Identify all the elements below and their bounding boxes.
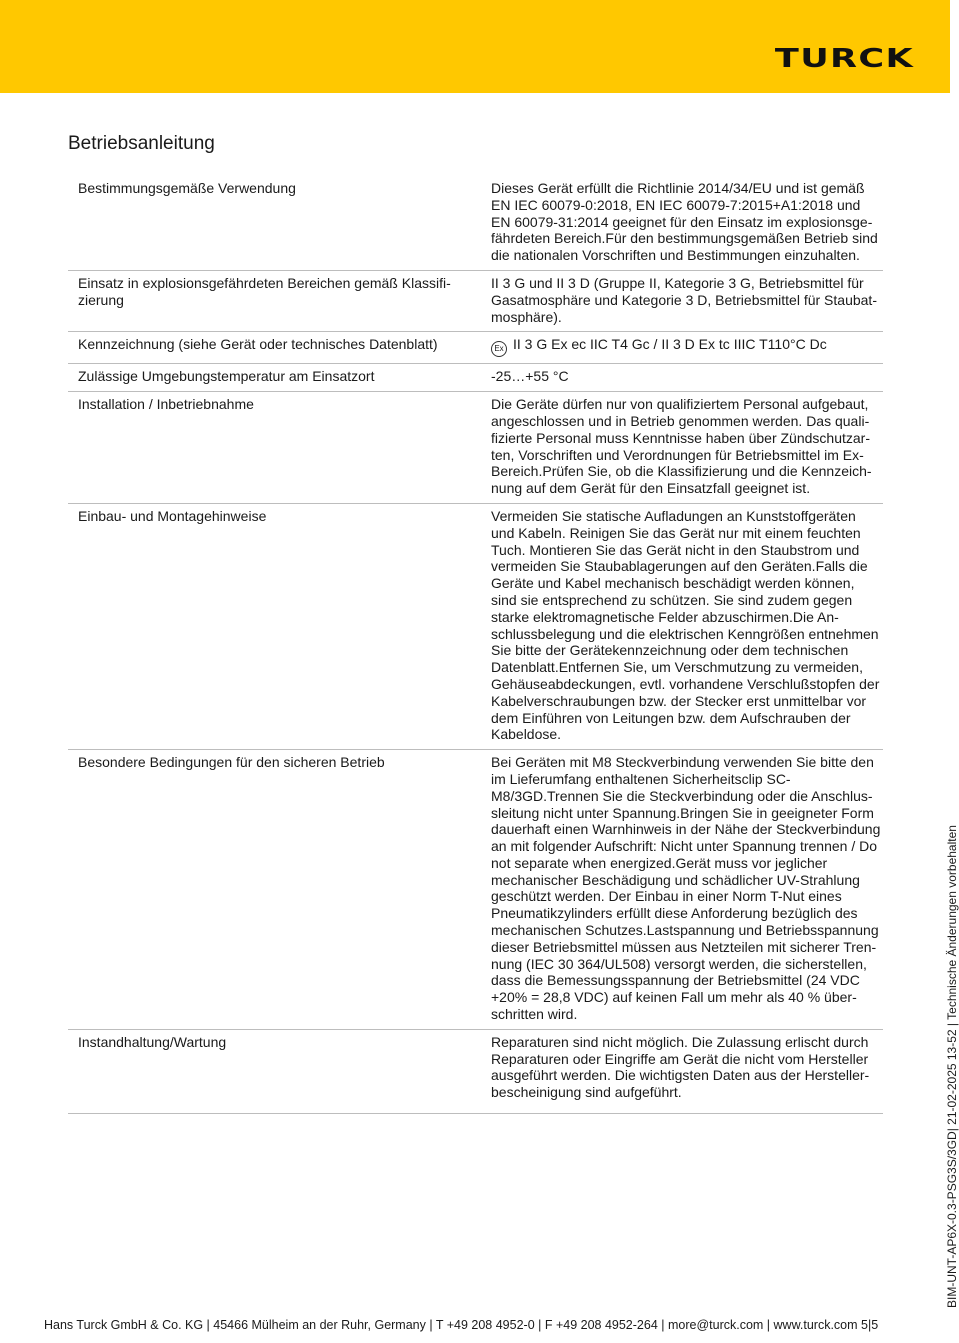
row-label: Instandhaltung/Wartung xyxy=(68,1029,485,1113)
turck-logo: TURCK xyxy=(774,44,914,74)
row-label: Einbau- und Montagehinweise xyxy=(68,503,485,749)
ex-protection-icon: Ex xyxy=(491,341,507,357)
table-row xyxy=(68,364,883,392)
row-label: Zulässige Umgebungstemperatur am Einsatzort xyxy=(68,364,485,392)
row-value: -25…+55 °C xyxy=(485,364,883,392)
table-row xyxy=(68,270,883,331)
page-title: Betriebsanleitung xyxy=(68,133,215,154)
table-row xyxy=(68,503,883,749)
row-value: II 3 G und II 3 D (Gruppe II, Kategorie 3 G, Betriebsmittel für Gasatmosphäre und Kategorie 3 D, Betriebsmittel für Staubatmosphäre). xyxy=(485,270,883,331)
marking-text: II 3 G Ex ec IIC T4 Gc / II 3 D Ex tc IIIC T110°C Dc xyxy=(513,336,827,353)
header-band xyxy=(0,0,950,93)
row-value: Bei Geräten mit M8 Steckverbindung verwenden Sie bitte den im Lieferumfang enthaltenen Sicherheitsclip SC-M8/3GD.Trennen Sie die Steckverbindung oder die Anschlussleitung nicht unter Spannung.Bringen Sie in geeigneter Form dauerhaft einen Warnhinweis in der Nähe der Steckverbindung an mit folgender Aufschrift: Nicht unter Spannung trennen / Do not separate when energized.Gerät muss vor jeglicher mechanischer Beschädigung und schädlicher UV-Strahlung geschützt werden. Der Einbau in einer Norm T-Nut eines Pneumatikzylinders erfüllt diese Anforderung bezüglich des mechanischen Schutzes.Lastspannung und Betriebsspannung dieser Betriebsmittel müssen aus Netzteilen mit sicherer Trennung (IEC 30 364/UL508) versorgt werden, die sicherstellen, dass die Bemessungsspannung der Betriebsmittel (24 VDC +20% = 28,8 VDC) auf keinen Fall um mehr als 40 % überschritten wird. xyxy=(485,750,883,1030)
row-value: Reparaturen sind nicht möglich. Die Zulassung erlischt durch Reparaturen oder Eingriffe am Gerät die nicht vom Hersteller ausgeführt werden. Die wichtigsten Daten aus der Herstellerbescheinigung sind aufgeführt. xyxy=(485,1029,883,1113)
table-row xyxy=(68,750,883,1030)
row-label: Bestimmungsgemäße Verwendung xyxy=(68,176,485,270)
table-row xyxy=(68,1029,883,1113)
row-value: Vermeiden Sie statische Aufladungen an Kunststoffgeräten und Kabeln. Reinigen Sie das Gerät nur mit einem feuchten Tuch. Montieren Sie das Gerät nicht in den Staubstrom und vermeiden Sie Staubablagerungen auf den Geräten.Falls die Geräte und Kabel mechanisch beschädigt werden können, sind sie entsprechend zu schützen. Sie sind zudem gegen starke elektromagnetische Felder abzuschirmen.Die Anschlussbelegung und die elektrischen Kenngrößen entnehmen Sie bitte der Gerätekennzeichnung oder dem technischen Datenblatt.Entfernen Sie, um Verschmutzung zu vermeiden, Gehäuseabdeckungen, evtl. vorhandene Verschlußstopfen der Kabelverschraubungen bzw. der Stecker erst unmittelbar vor dem Einführen von Leitungen bzw. dem Aufschrauben der Kabeldose. xyxy=(485,503,883,749)
table-row xyxy=(68,176,883,270)
row-label: Installation / Inbetriebnahme xyxy=(68,392,485,504)
table-row xyxy=(68,392,883,504)
row-value: Dieses Gerät erfüllt die Richtlinie 2014/34/EU und ist gemäß EN IEC 60079-0:2018, EN IEC 60079-7:2015+A1:2018 und EN 60079-31:2014 geeignet für den Einsatz im explosionsgefährdeten Bereich.Für den bestimmungsgemäßen Betrieb sind die nationalen Vorschriften und Bestimmungen einzuhalten. xyxy=(485,176,883,270)
footer-contact: Hans Turck GmbH & Co. KG | 45466 Mülheim an der Ruhr, Germany | T +49 208 4952-0 | F +49 208 4952-264 | more@turck.com | www.turck.com 5|5 xyxy=(44,1318,879,1332)
row-label: Einsatz in explosionsgefährdeten Bereichen gemäß Klassifizierung xyxy=(68,270,485,331)
row-label: Kennzeichnung (siehe Gerät oder technisches Datenblatt) xyxy=(68,332,485,364)
row-value-marking xyxy=(485,332,883,364)
row-label: Besondere Bedingungen für den sicheren Betrieb xyxy=(68,750,485,1030)
row-value: Die Geräte dürfen nur von qualifiziertem Personal aufgebaut, angeschlossen und in Betrieb genommen werden. Das qualifizierte Personal muss Kenntnisse haben über Zündschutzarten, Vorschriften und Verordnungen für Betriebsmittel im Ex-Bereich.Prüfen Sie, ob die Klassifizierung und die Kennzeichnung auf dem Gerät für den Einsatzfall geeignet ist. xyxy=(485,392,883,504)
document-id-side-note: BIM-UNT-AP6X-0.3-PSG3S/3GD| 21-02-2025 13-52 | Technische Änderungen vorbehalten xyxy=(945,825,959,1308)
table-row xyxy=(68,332,883,364)
spec-table xyxy=(68,176,883,1114)
